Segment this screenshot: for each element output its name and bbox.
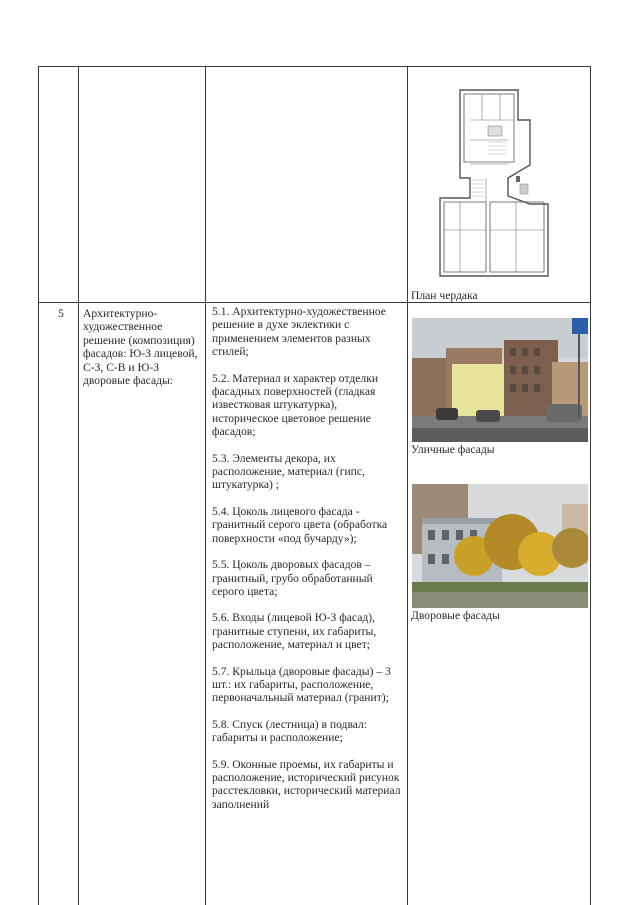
street-facade-photo <box>412 318 588 442</box>
table-left-border <box>38 66 39 905</box>
row-number: 5 <box>58 307 64 320</box>
requirement-item: 5.6. Входы (лицевой Ю-З фасад), гранитные ступени, их габариты, расположение, материал и цвет; <box>212 611 377 652</box>
table-right-border <box>590 66 591 905</box>
attic-plan-caption: План чердака <box>411 289 478 302</box>
requirement-item: 5.7. Крыльца (дворовые фасады) – 3 шт.: их габариты, расположение, первоначальный материал (гранит); <box>212 664 391 705</box>
requirement-item: 5.5. Цоколь дворовых фасадов – гранитный, грубо обработанный серого цвета; <box>212 558 373 598</box>
attic-plan-drawing <box>430 80 558 288</box>
table-top-border <box>38 66 590 67</box>
courtyard-facade-photo <box>412 484 588 608</box>
requirement-item: 5.2. Материал и характер отделки фасадных поверхностей (гладкая известковая штукатурка), историческое цветовое решение фасадов; <box>212 371 379 439</box>
requirement-item: 5.9. Оконные проемы, их габариты и расположение, исторический рисунок расстекловки, исторический материал заполнений <box>212 757 401 811</box>
column-divider-2 <box>205 66 206 905</box>
requirement-item: 5.3. Элементы декора, их расположение, материал (гипс, штукатурка) ; <box>212 451 365 492</box>
requirement-item: 5.4. Цоколь лицевого фасада - гранитный серого цвета (обработка поверхности «под бучарду»); <box>212 504 388 545</box>
column-divider-1 <box>78 66 79 905</box>
requirement-item: 5.8. Спуск (лестница) в подвал: габариты и расположение; <box>212 717 368 745</box>
courtyard-facades-caption: Дворовые фасады <box>411 609 500 622</box>
column-divider-3 <box>407 66 408 905</box>
requirement-item: 5.1. Архитектурно-художественное решение в духе эклектики с применением элементов разных стилей; <box>212 305 386 359</box>
street-facades-caption: Уличные фасады <box>411 443 495 456</box>
row-divider <box>38 302 590 303</box>
element-name: Архитектурно-художественное решение (композиция) фасадов: Ю-З лицевой, С-З, С-В и Ю-З дворовые фасады: <box>83 307 198 388</box>
requirements-list <box>212 305 404 824</box>
